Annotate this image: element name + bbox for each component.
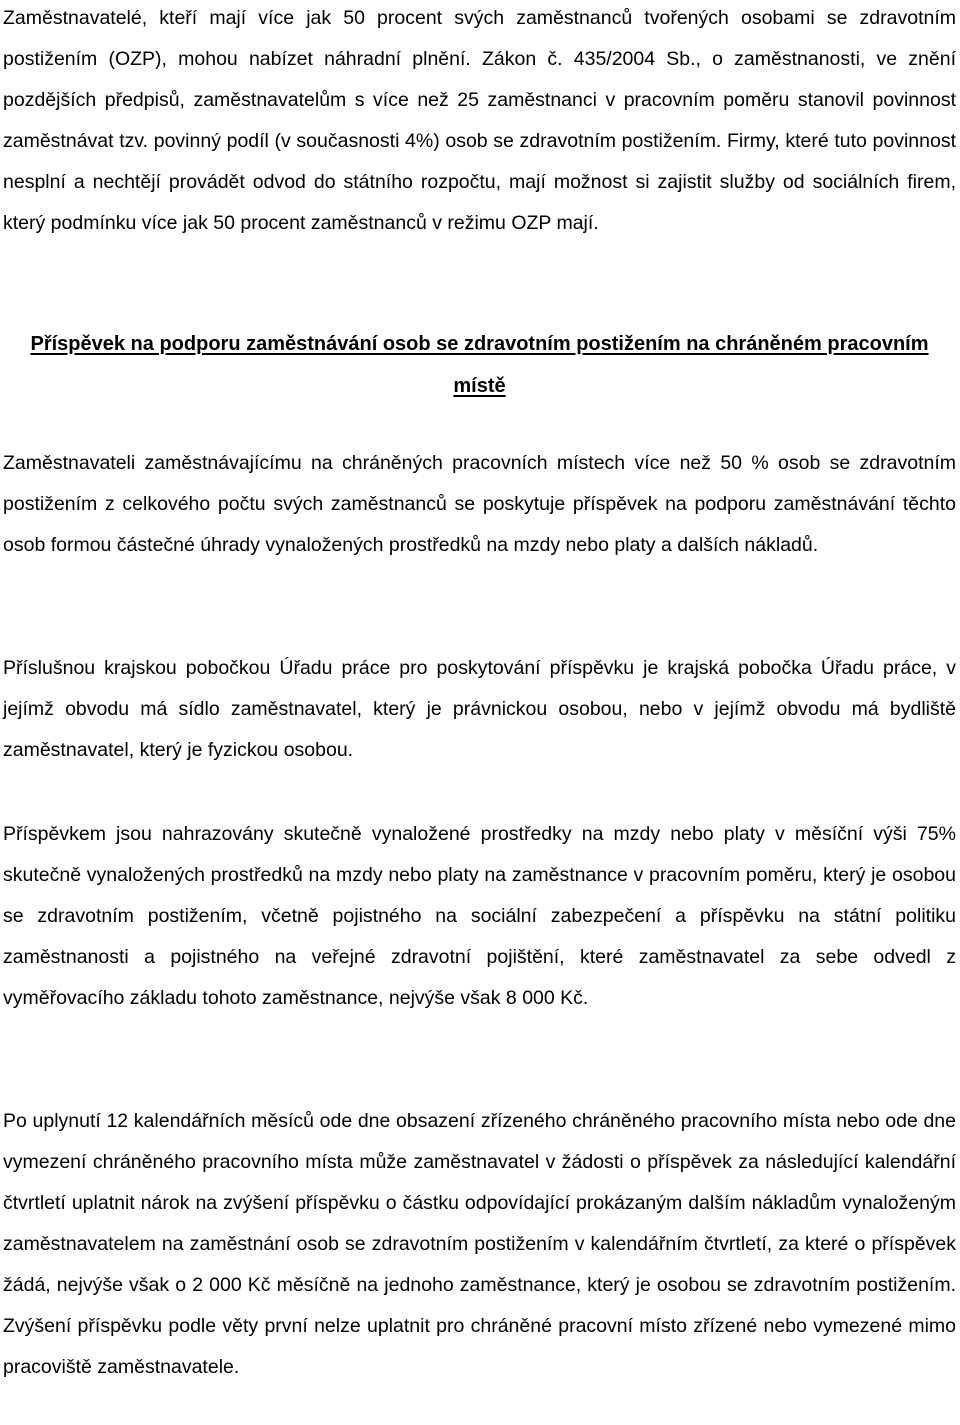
office-paragraph: Příslušnou krajskou pobočkou Úřadu práce pro poskytování příspěvku je krajská pobočka Úřadu práce, v jejímž obvodu má sídlo zaměstnavatel, který je právnickou osobou, nebo v jejímž obvodu má bydliště zaměstnavatel, který je fyzickou osobou. [3,657,956,761]
section-heading: Příspěvek na podporu zaměstnávání osob se zdravotním postižením na chráněném pracovním místě [30,333,929,397]
intro-paragraph: Zaměstnavatelé, kteří mají více jak 50 procent svých zaměstnanců tvořených osobami se zdravotním postižením (OZP), mohou nabízet náhradní plnění. Zákon č. 435/2004 Sb., o zaměstnanosti, ve znění pozdějších předpisů, zaměstnavatelům s více než 25 zaměstnanci v pracovním poměru stanovil povinnost zaměstnávat tzv. povinný podíl (v současnosti 4%) osob se zdravotním postižením. Firmy, které tuto povinnost nesplní a nechtějí provádět odvod do státního rozpočtu, mají možnost si zajistit služby od sociálních firem, který podmínku více jak 50 procent zaměstnanců v režimu OZP mají. [3,7,956,234]
increase-paragraph: Po uplynutí 12 kalendářních měsíců ode dne obsazení zřízeného chráněného pracovního místa nebo ode dne vymezení chráněného pracovního místa může zaměstnavatel v žádosti o příspěvek za následující kalendářní čtvrtletí uplatnit nárok na zvýšení příspěvku o částku odpovídající prokázaným dalším nákladům vynaloženým zaměstnavatelem na zaměstnání osob se zdravotním postižením v kalendářním čtvrtletí, za které o příspěvek žádá, nejvýše však o 2 000 Kč měsíčně na jednoho zaměstnance, který je osobou se zdravotním postižením. Zvýšení příspěvku podle věty první nelze uplatnit pro chráněné pracovní místo zřízené nebo vymezené mimo pracoviště zaměstnavatele. [3,1110,956,1378]
reimbursement-paragraph: Příspěvkem jsou nahrazovány skutečně vynaložené prostředky na mzdy nebo platy v měsíční výši 75% skutečně vynaložených prostředků na mzdy nebo platy na zaměstnance v pracovním poměru, který je osobou se zdravotním postižením, včetně pojistného na sociální zabezpečení a příspěvku na státní politiku zaměstnanosti a pojistného na veřejné zdravotní pojištění, které zaměstnavatel za sebe odvedl z vyměřovacího základu tohoto zaměstnance, nejvýše však 8 000 Kč. [3,823,956,1009]
contribution-paragraph: Zaměstnavateli zaměstnávajícímu na chráněných pracovních místech více než 50 % osob se zdravotním postižením z celkového počtu svých zaměstnanců se poskytuje příspěvek na podporu zaměstnávání těchto osob formou částečné úhrady vynaložených prostředků na mzdy nebo platy a dalších nákladů. [3,452,956,556]
